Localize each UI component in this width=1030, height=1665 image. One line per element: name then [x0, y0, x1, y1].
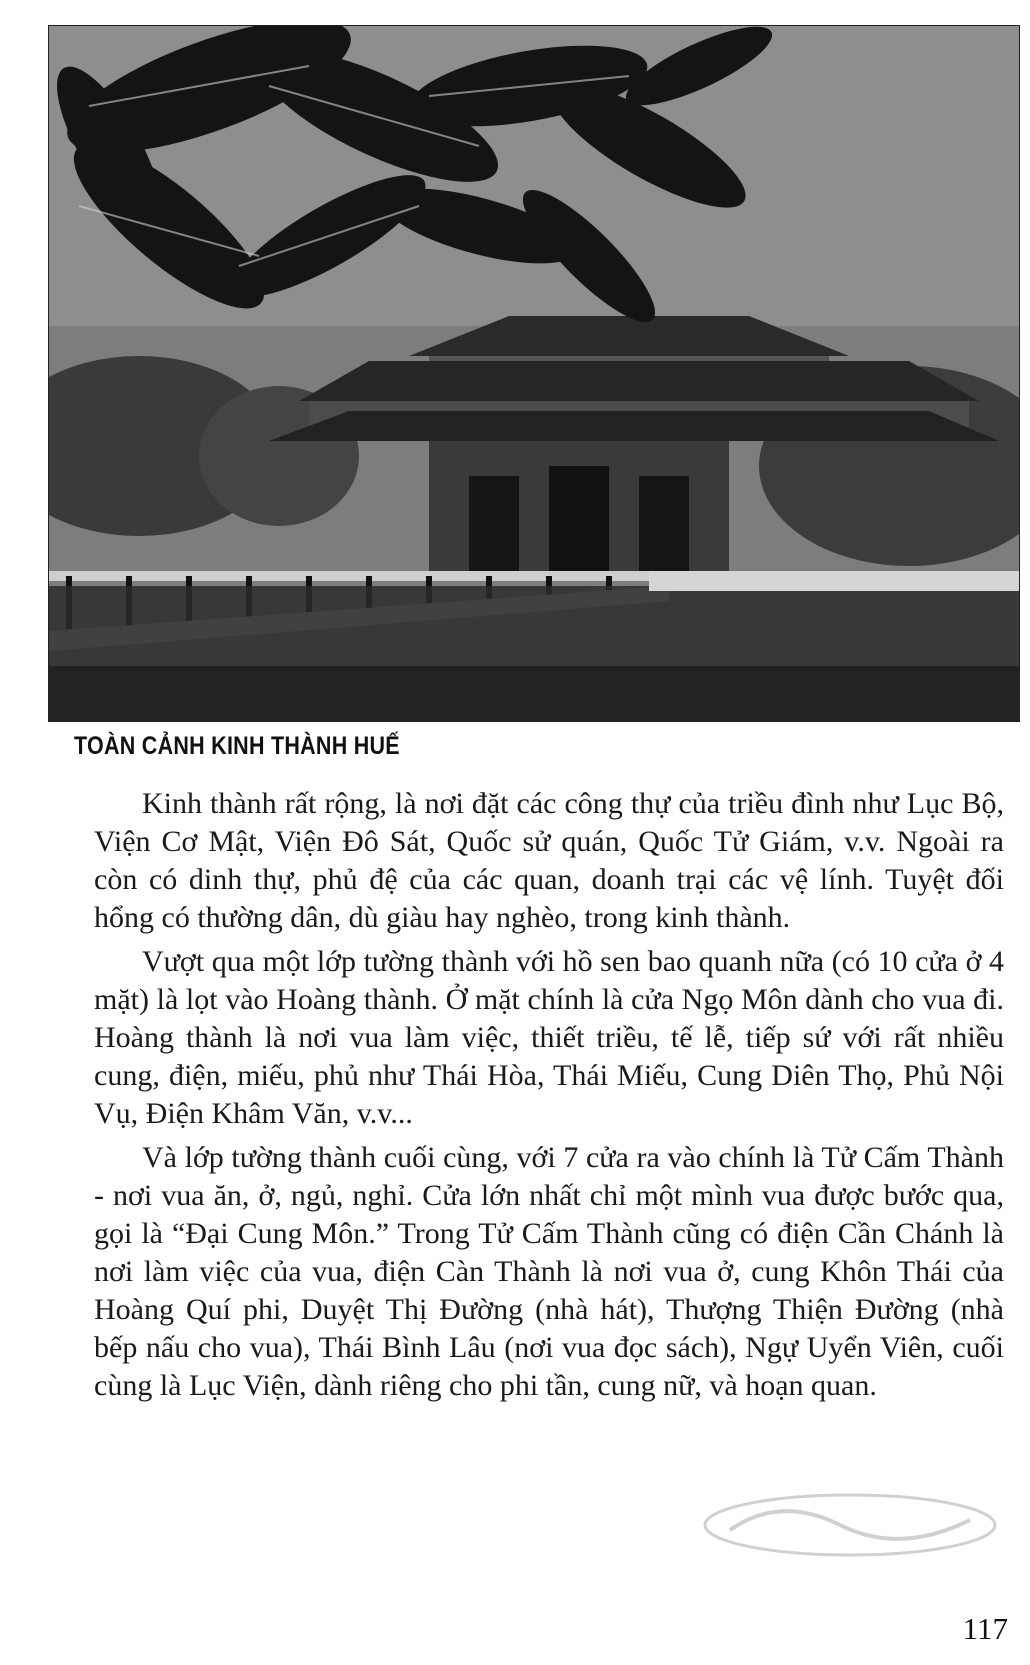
- photo-illustration: [49, 26, 1019, 721]
- paragraph: Vượt qua một lớp tường thành với hồ sen bao quanh nữa (có 10 cửa ở 4 mặt) là lọt vào Hoàng thành. Ở mặt chính là cửa Ngọ Môn dành cho vua đi. Hoàng thành là nơi vua làm việc, thiết triều, tế lễ, tiếp sứ với rất nhiều cung, điện, miếu, phủ như Thái Hòa, Thái Miếu, Cung Diên Thọ, Phủ Nội Vụ, Điện Khâm Văn, v.v...: [94, 945, 1004, 1130]
- page-number: 117: [962, 1611, 1008, 1646]
- paragraph: Và lớp tường thành cuối cùng, với 7 cửa ra vào chính là Tử Cấm Thành - nơi vua ăn, ở, ngủ, nghỉ. Cửa lớn nhất chỉ một mình vua được bước qua, gọi là “Đại Cung Môn.” Trong Tử Cấm Thành cũng có điện Cần Chánh là nơi làm việc của vua, điện Càn Thành là nơi vua ở, cung Khôn Thái của Hoàng Quí phi, Duyệt Thị Đường (nhà hát), Thượng Thiện Đường (nhà bếp nấu cho vua), Thái Bình Lâu (nơi vua đọc sách), Ngự Uyển Viên, cuối cùng là Lục Viện, dành riêng cho phi tần, cung nữ, và hoạn quan.: [94, 1141, 1004, 1402]
- body-text: [94, 785, 1004, 1411]
- photo-caption: TOÀN CẢNH KINH THÀNH HUẾ: [74, 732, 400, 760]
- watermark-logo-icon: [700, 1490, 1000, 1560]
- paragraph: Kinh thành rất rộng, là nơi đặt các công thự của triều đình như Lục Bộ, Viện Cơ Mật, Viện Đô Sát, Quốc sử quán, Quốc Tử Giám, v.v. Ngoài ra còn có dinh thự, phủ đệ của các quan, doanh trại các vệ lính. Tuyệt đối hổng có thường dân, dù giàu hay nghèo, trong kinh thành.: [94, 787, 1004, 934]
- photo-ngo-mon-gate: [48, 25, 1020, 722]
